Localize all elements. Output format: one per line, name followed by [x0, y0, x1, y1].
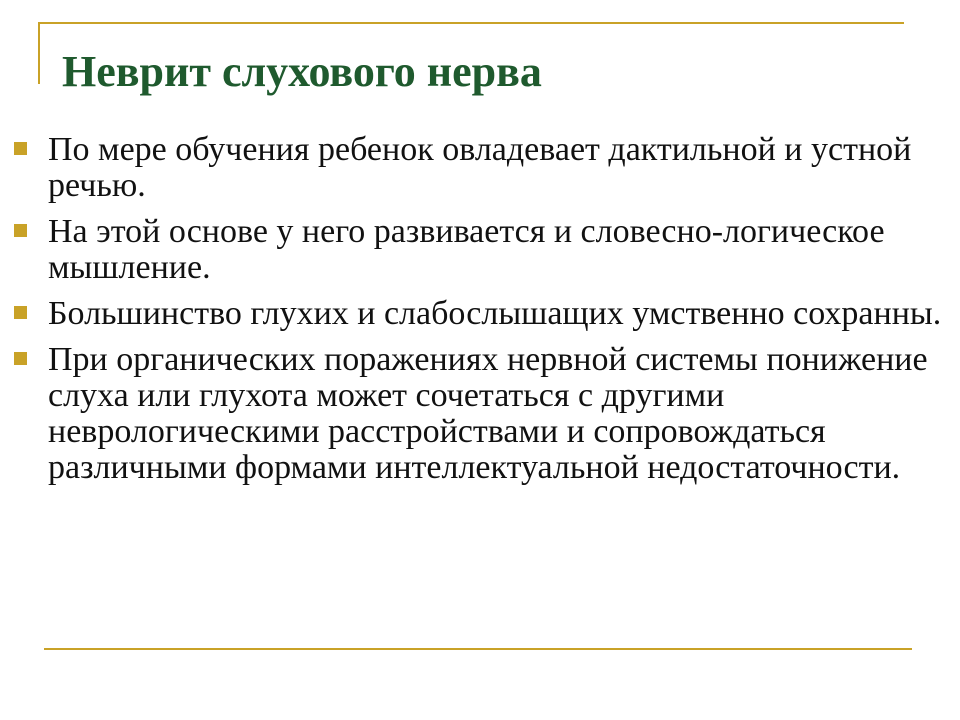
- frame-left-line: [38, 22, 40, 84]
- frame-bottom-line: [44, 648, 912, 650]
- bullet-item: [14, 132, 944, 204]
- bullet-item: [14, 342, 944, 486]
- square-bullet-icon: [14, 352, 27, 365]
- bullet-text: На этой основе у него развивается и словесно-логическое мышление.: [48, 213, 885, 286]
- bullet-text: Большинство глухих и слабослышащих умственно сохранны.: [48, 295, 942, 332]
- square-bullet-icon: [14, 142, 27, 155]
- square-bullet-icon: [14, 224, 27, 237]
- bullet-item: [14, 296, 944, 332]
- bullet-list: [14, 132, 944, 496]
- bullet-item: [14, 214, 944, 286]
- square-bullet-icon: [14, 306, 27, 319]
- bullet-text: По мере обучения ребенок овладевает дактильной и устной речью.: [48, 131, 912, 204]
- frame-top-line: [38, 22, 904, 24]
- slide-title: Неврит слухового нерва: [62, 47, 542, 96]
- bullet-text: При органических поражениях нервной системы понижение слуха или глухота может сочетаться с другими неврологическими расстройствами и сопровождаться различными формами интеллектуальной недостаточности.: [48, 341, 928, 486]
